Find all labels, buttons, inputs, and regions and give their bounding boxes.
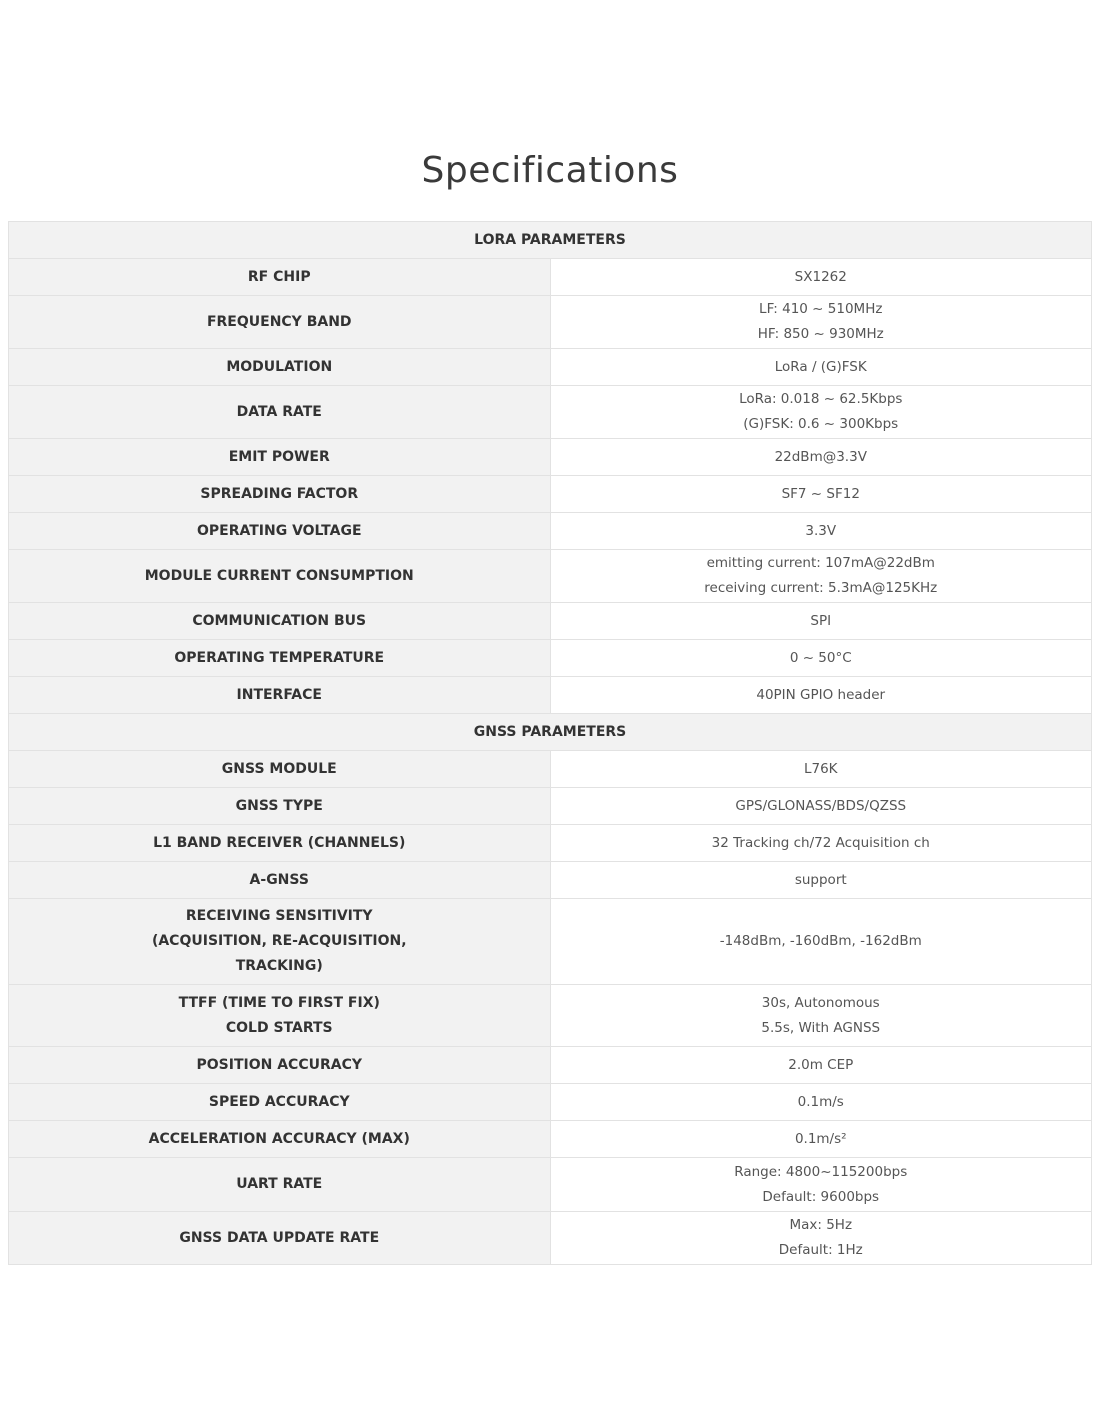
spec-row [9,899,1092,985]
spec-row [9,476,1092,513]
spec-value [550,985,1092,1047]
spec-label-line: FREQUENCY BAND [206,313,352,330]
specifications-table [8,221,1092,1265]
spec-value-line: L76K [803,760,838,777]
spec-label [9,825,551,862]
spec-value-line: Max: 5Hz [789,1217,853,1233]
spec-value-line: 0.1m/s [797,1093,844,1110]
spec-label [9,751,551,788]
spec-label-line: INTERFACE [236,686,322,703]
spec-label-line: COLD STARTS [225,1019,333,1036]
spec-value [550,862,1092,899]
spec-row [9,788,1092,825]
spec-label-line: MODULATION [226,358,333,375]
spec-value [550,751,1092,788]
spec-row [9,825,1092,862]
spec-value-line: support [794,871,847,888]
spec-label-line: RF CHIP [247,268,311,285]
spec-label [9,476,551,513]
spec-label-line: GNSS MODULE [221,760,337,777]
spec-value-line: 5.5s, With AGNSS [761,1019,881,1036]
spec-row [9,439,1092,476]
spec-label [9,296,551,349]
spec-row [9,985,1092,1047]
spec-value-line: 3.3V [805,522,837,539]
spec-label [9,550,551,603]
spec-value-line: receiving current: 5.3mA@125KHz [704,580,938,596]
spec-value [550,550,1092,603]
section-title: GNSS PARAMETERS [9,714,1092,751]
spec-value [550,259,1092,296]
spec-value-line: SF7 ~ SF12 [781,485,860,502]
spec-label [9,1212,551,1265]
spec-value-line: GPS/GLONASS/BDS/QZSS [735,797,907,814]
section-title: LORA PARAMETERS [9,222,1092,259]
spec-row [9,513,1092,550]
spec-label-line: RECEIVING SENSITIVITY [185,908,373,924]
spec-label [9,603,551,640]
spec-row [9,751,1092,788]
spec-value-line: LF: 410 ~ 510MHz [759,301,883,317]
spec-value-line: Default: 1Hz [778,1242,863,1258]
spec-label [9,677,551,714]
spec-value [550,439,1092,476]
spec-label [9,1121,551,1158]
spec-value-line: Default: 9600bps [762,1188,880,1205]
spec-value-line: 32 Tracking ch/72 Acquisition ch [711,834,930,851]
spec-value-line: HF: 850 ~ 930MHz [757,326,884,342]
spec-value [550,825,1092,862]
spec-row [9,1158,1092,1212]
spec-value-line: SX1262 [794,268,847,285]
spec-row [9,550,1092,603]
spec-label-line: EMIT POWER [228,448,330,465]
spec-value [550,899,1092,985]
spec-label [9,1084,551,1121]
spec-value [550,296,1092,349]
spec-value-line: LoRa: 0.018 ~ 62.5Kbps [739,391,903,407]
spec-label-line: GNSS DATA UPDATE RATE [179,1229,380,1246]
spec-row [9,1212,1092,1265]
spec-row [9,386,1092,439]
spec-row [9,640,1092,677]
spec-value-line: SPI [810,612,832,629]
spec-value [550,1212,1092,1265]
spec-label [9,640,551,677]
spec-label-line: UART RATE [236,1176,323,1192]
spec-value [550,677,1092,714]
spec-label-line: TTFF (TIME TO FIRST FIX) [178,994,380,1011]
spec-label-line: OPERATING VOLTAGE [196,522,362,539]
spec-value-line: emitting current: 107mA@22dBm [706,555,935,571]
spec-label [9,788,551,825]
spec-label-line: DATA RATE [236,403,322,420]
spec-label [9,899,551,985]
spec-row [9,259,1092,296]
spec-value [550,349,1092,386]
spec-label-line: MODULE CURRENT CONSUMPTION [144,567,414,584]
spec-value-line: 22dBm@3.3V [774,448,867,465]
spec-value-line: 0 ~ 50°C [789,649,852,666]
spec-label-line: TRACKING) [235,958,323,974]
spec-label [9,386,551,439]
spec-value [550,788,1092,825]
spec-label-line: L1 BAND RECEIVER (CHANNELS) [153,834,406,851]
page-title: Specifications [421,150,679,191]
spec-row [9,677,1092,714]
spec-value-line: Range: 4800~115200bps [734,1163,908,1180]
spec-label-line: GNSS TYPE [235,797,323,814]
spec-value [550,1047,1092,1084]
spec-value-line: 2.0m CEP [788,1056,854,1073]
spec-value [550,513,1092,550]
spec-label-line: POSITION ACCURACY [196,1056,362,1073]
spec-value-line: 0.1m/s² [794,1130,847,1147]
spec-label-line: A-GNSS [249,871,309,888]
spec-label-line: (ACQUISITION, RE-ACQUISITION, [151,933,407,949]
spec-label-line: OPERATING TEMPERATURE [174,649,385,666]
specifications-table-body [9,222,1092,1265]
spec-label-line: SPEED ACCURACY [208,1093,350,1110]
spec-row [9,1121,1092,1158]
spec-row [9,1047,1092,1084]
spec-value [550,1084,1092,1121]
spec-row [9,349,1092,386]
spec-value [550,1158,1092,1212]
spec-value [550,603,1092,640]
spec-value [550,386,1092,439]
spec-row [9,296,1092,349]
spec-value [550,640,1092,677]
section-header-row [9,714,1092,751]
spec-value-line: 30s, Autonomous [761,994,880,1011]
spec-row [9,603,1092,640]
spec-label [9,259,551,296]
spec-label [9,349,551,386]
spec-value-line: -148dBm, -160dBm, -162dBm [719,933,922,949]
spec-label [9,439,551,476]
spec-value-line: (G)FSK: 0.6 ~ 300Kbps [743,416,899,432]
spec-label [9,1158,551,1212]
spec-value-line: 40PIN GPIO header [756,686,886,703]
spec-value-line: LoRa / (G)FSK [774,358,867,375]
spec-label-line: SPREADING FACTOR [200,485,359,502]
spec-label-line: COMMUNICATION BUS [192,612,367,629]
spec-row [9,1084,1092,1121]
spec-label [9,1047,551,1084]
section-header-row [9,222,1092,259]
spec-row [9,862,1092,899]
spec-label [9,985,551,1047]
spec-value [550,476,1092,513]
spec-value [550,1121,1092,1158]
spec-label [9,862,551,899]
spec-label-line: ACCELERATION ACCURACY (MAX) [148,1130,410,1147]
spec-label [9,513,551,550]
